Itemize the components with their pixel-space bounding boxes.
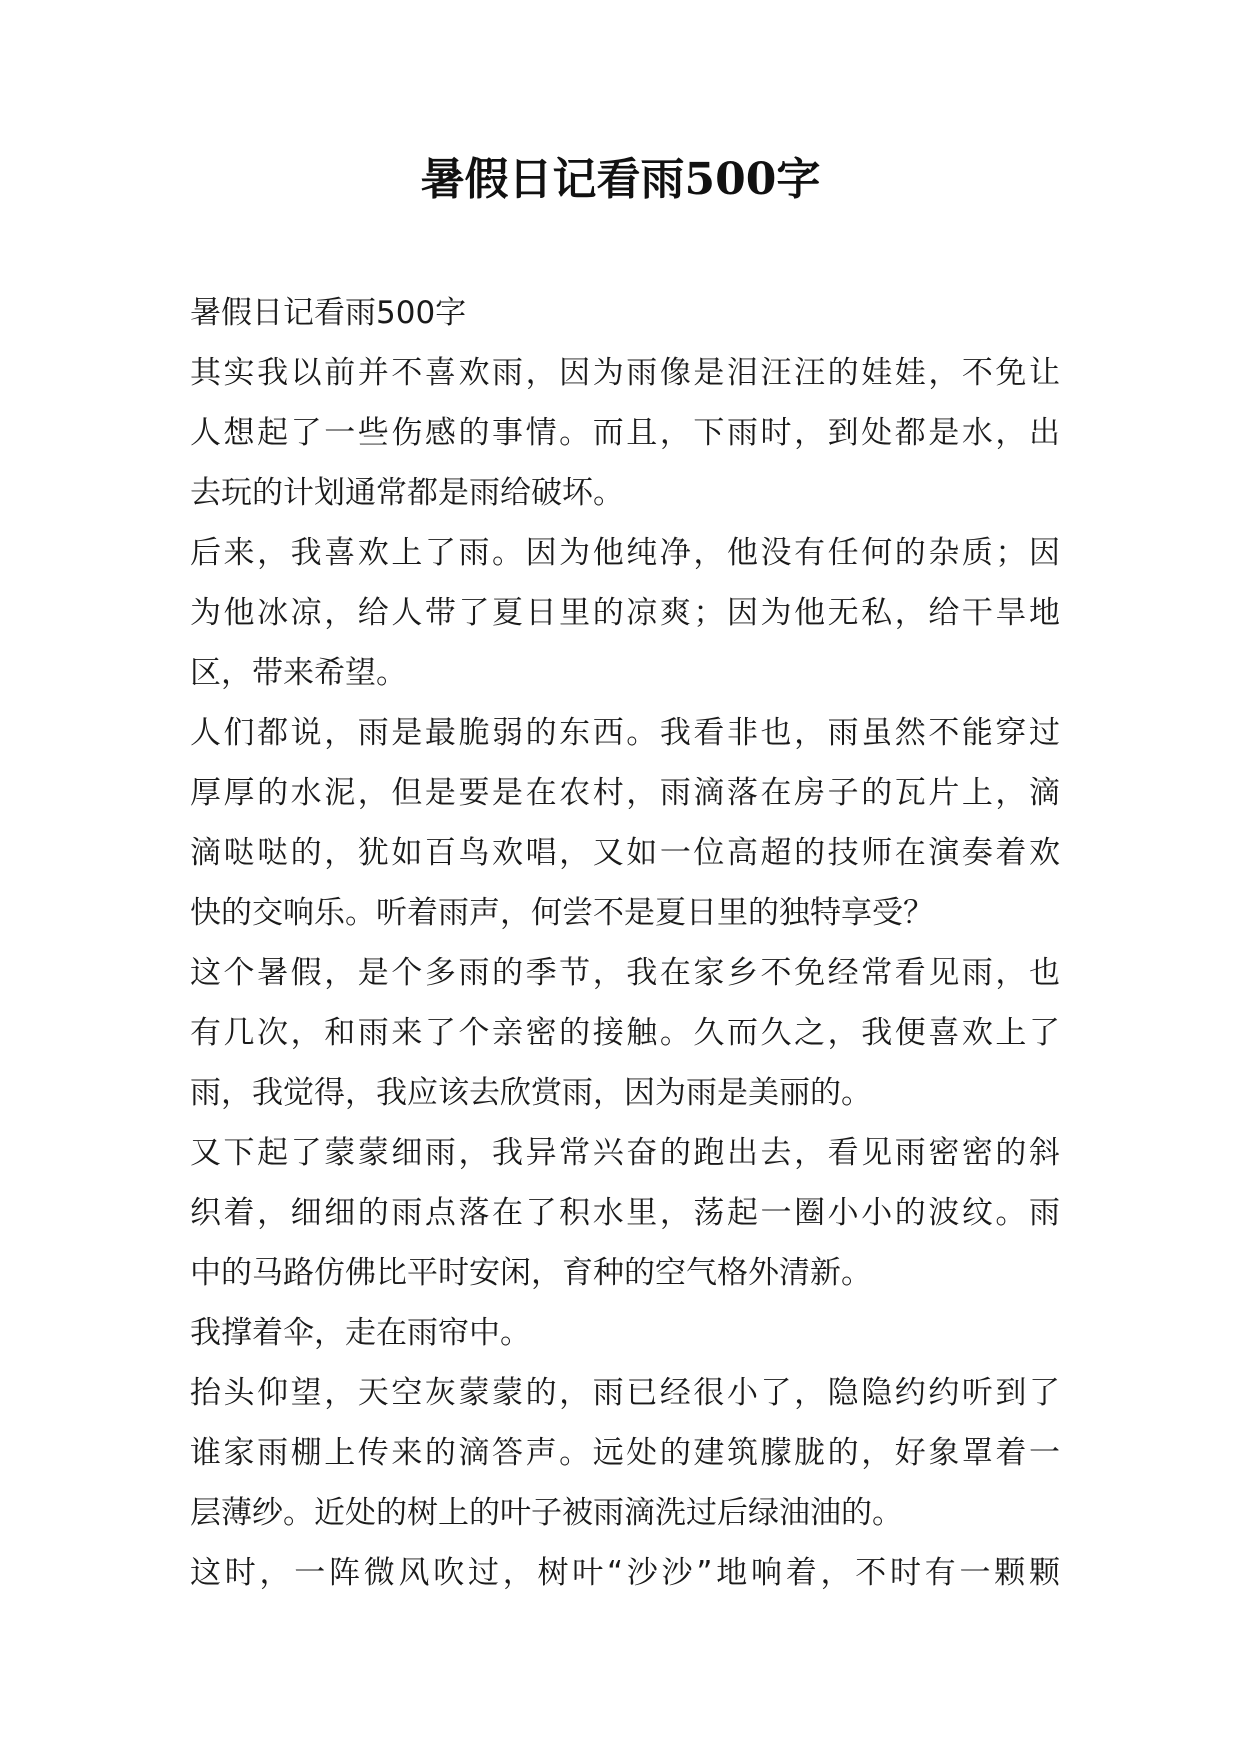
text-line: 我撑着伞，走在雨帘中。: [190, 1315, 531, 1351]
text-line: 为他冰凉，给人带了夏日里的凉爽；因为他无私，给干旱地: [190, 595, 1060, 631]
text-line: 这个暑假，是个多雨的季节，我在家乡不免经常看见雨，也: [190, 955, 1060, 991]
text-line: 暑假日记看雨500字: [190, 295, 467, 331]
text-line: 快的交响乐。听着雨声，何尝不是夏日里的独特享受？: [190, 895, 934, 931]
document-body: [190, 283, 1060, 1603]
text-line: 中的马路仿佛比平时安闲，育种的空气格外清新。: [190, 1255, 872, 1291]
document-title: 暑假日记看雨500字: [420, 154, 821, 205]
text-line: 人想起了一些伤感的事情。而且，下雨时，到处都是水，出: [190, 415, 1060, 451]
text-line: 又下起了蒙蒙细雨，我异常兴奋的跑出去，看见雨密密的斜: [190, 1135, 1060, 1171]
text-line: 有几次，和雨来了个亲密的接触。久而久之，我便喜欢上了: [190, 1015, 1060, 1051]
text-line: 其实我以前并不喜欢雨，因为雨像是泪汪汪的娃娃，不免让: [190, 355, 1060, 391]
text-line: 区，带来希望。: [190, 655, 407, 691]
text-line: 织着，细细的雨点落在了积水里，荡起一圈小小的波纹。雨: [190, 1195, 1060, 1231]
text-line: 抬头仰望，天空灰蒙蒙的，雨已经很小了，隐隐约约听到了: [190, 1375, 1060, 1411]
text-line: 雨，我觉得，我应该去欣赏雨，因为雨是美丽的。: [190, 1075, 872, 1111]
text-line: 这时，一阵微风吹过，树叶“沙沙”地响着，不时有一颗颗: [190, 1555, 1060, 1591]
text-line: 滴哒哒的，犹如百鸟欢唱，又如一位高超的技师在演奏着欢: [190, 835, 1060, 871]
text-line: 去玩的计划通常都是雨给破坏。: [190, 475, 624, 511]
text-line: 厚厚的水泥，但是要是在农村，雨滴落在房子的瓦片上，滴: [190, 775, 1060, 811]
text-line: 谁家雨棚上传来的滴答声。远处的建筑朦胧的，好象罩着一: [190, 1435, 1060, 1471]
text-line: 层薄纱。近处的树上的叶子被雨滴洗过后绿油油的。: [190, 1495, 903, 1531]
text-line: 后来，我喜欢上了雨。因为他纯净，他没有任何的杂质；因: [190, 535, 1060, 571]
text-line: 人们都说，雨是最脆弱的东西。我看非也，雨虽然不能穿过: [190, 715, 1060, 751]
